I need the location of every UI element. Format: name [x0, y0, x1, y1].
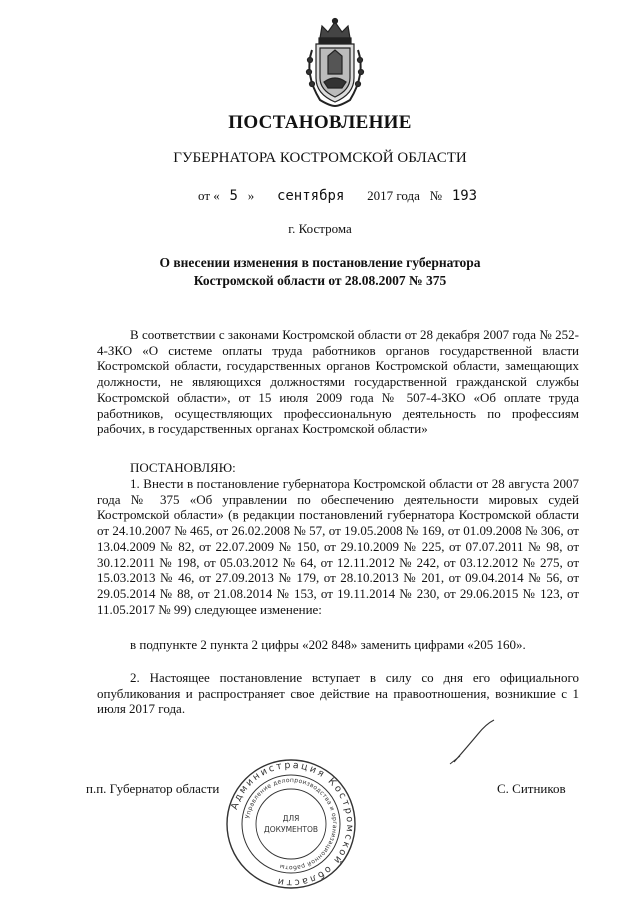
- heading-line-2: Костромской области от 28.08.2007 № 375: [193, 273, 447, 288]
- decree-label: ПОСТАНОВЛЯЮ:: [130, 460, 236, 475]
- document-issuer: ГУБЕРНАТОРА КОСТРОМСКОЙ ОБЛАСТИ: [173, 150, 467, 166]
- document-date-line: [198, 188, 477, 204]
- paragraph-item-1: 1. Внести в постановление губернатора Костромской области от 28 августа 2007 года № 375 «Об управлении по обеспечению деятельности мировых судей Костромской области» (в редакции постановлений губернатора Костромской области от 24.10.2007 № 465, от 26.02.2008 № 57, от 19.05.2008 № 169, от 01.09.2008 № 306, от 13.04.2009 № 82, от 22.07.2009 № 150, от 29.10.2009 № 225, от 07.07.2011 № 98, от 30.12.2011 № 198, от 05.03.2012 № 64, от 12.11.2012 № 242, от 03.12.2012 № 275, от 15.03.2013 № 46, от 27.09.2013 № 179, от 28.10.2013 № 201, от 09.04.2014 № 56, от 29.05.2014 № 88, от 21.08.2014 № 153, от 19.11.2014 № 230, от 29.06.2015 № 123, от 11.05.2017 № 99) следующее изменение:: [97, 476, 579, 617]
- stamp-center-line-1: ДЛЯ: [282, 814, 300, 823]
- number-sign: №: [429, 188, 443, 203]
- document-title: ПОСТАНОВЛЕНИЕ: [228, 112, 412, 133]
- document-heading: [0, 254, 640, 290]
- document-number: 193: [451, 188, 478, 204]
- paragraph-amendment: в подпункте 2 пункта 2 цифры «202 848» заменить цифрами «205 160».: [130, 637, 526, 652]
- date-prefix: от «: [198, 188, 220, 203]
- date-month: сентября: [276, 188, 345, 204]
- date-day: 5: [229, 188, 238, 204]
- stamp-inner-text: Управление делопроизводства и организационной работы: [244, 776, 339, 872]
- svg-text:Управление делопроизводства и: [244, 777, 338, 871]
- paragraph-item-2: 2. Настоящее постановление вступает в силу со дня его официального опубликования и распространяет свое действие на правоотношения, возникшие с 1 июля 2017 года.: [97, 670, 579, 717]
- signer-name: С. Ситников: [497, 781, 566, 796]
- signer-position: п.п. Губернатор области: [86, 781, 220, 796]
- stamp-center-line-2: ДОКУМЕНТОВ: [263, 825, 319, 834]
- paragraph-preamble: В соответствии с законами Костромской области от 28 декабря 2007 года № 252-4-ЗКО «О системе оплаты труда работников органов государственной власти Костромской области, государственных органов Костромской области, замещающих должности, не являющихся должностями государственной гражданской службы Костромской области», от 15 июля 2009 года № 507-4-ЗКО «Об оплате труда работников, осуществляющих профессиональную деятельность по профессиям рабочих, в государственных органах Костромской области»: [97, 327, 579, 437]
- coat-of-arms-icon: [300, 16, 370, 108]
- heading-line-1: О внесении изменения в постановление губернатора: [159, 255, 481, 270]
- document-city: г. Кострома: [288, 221, 352, 236]
- handwritten-signature-icon: [448, 716, 498, 766]
- stamp-outer-text: Администрация Костромской области: [229, 759, 356, 889]
- official-seal-icon: [224, 757, 358, 891]
- date-year: 2017 года: [367, 188, 420, 203]
- date-quote-close: »: [247, 188, 255, 203]
